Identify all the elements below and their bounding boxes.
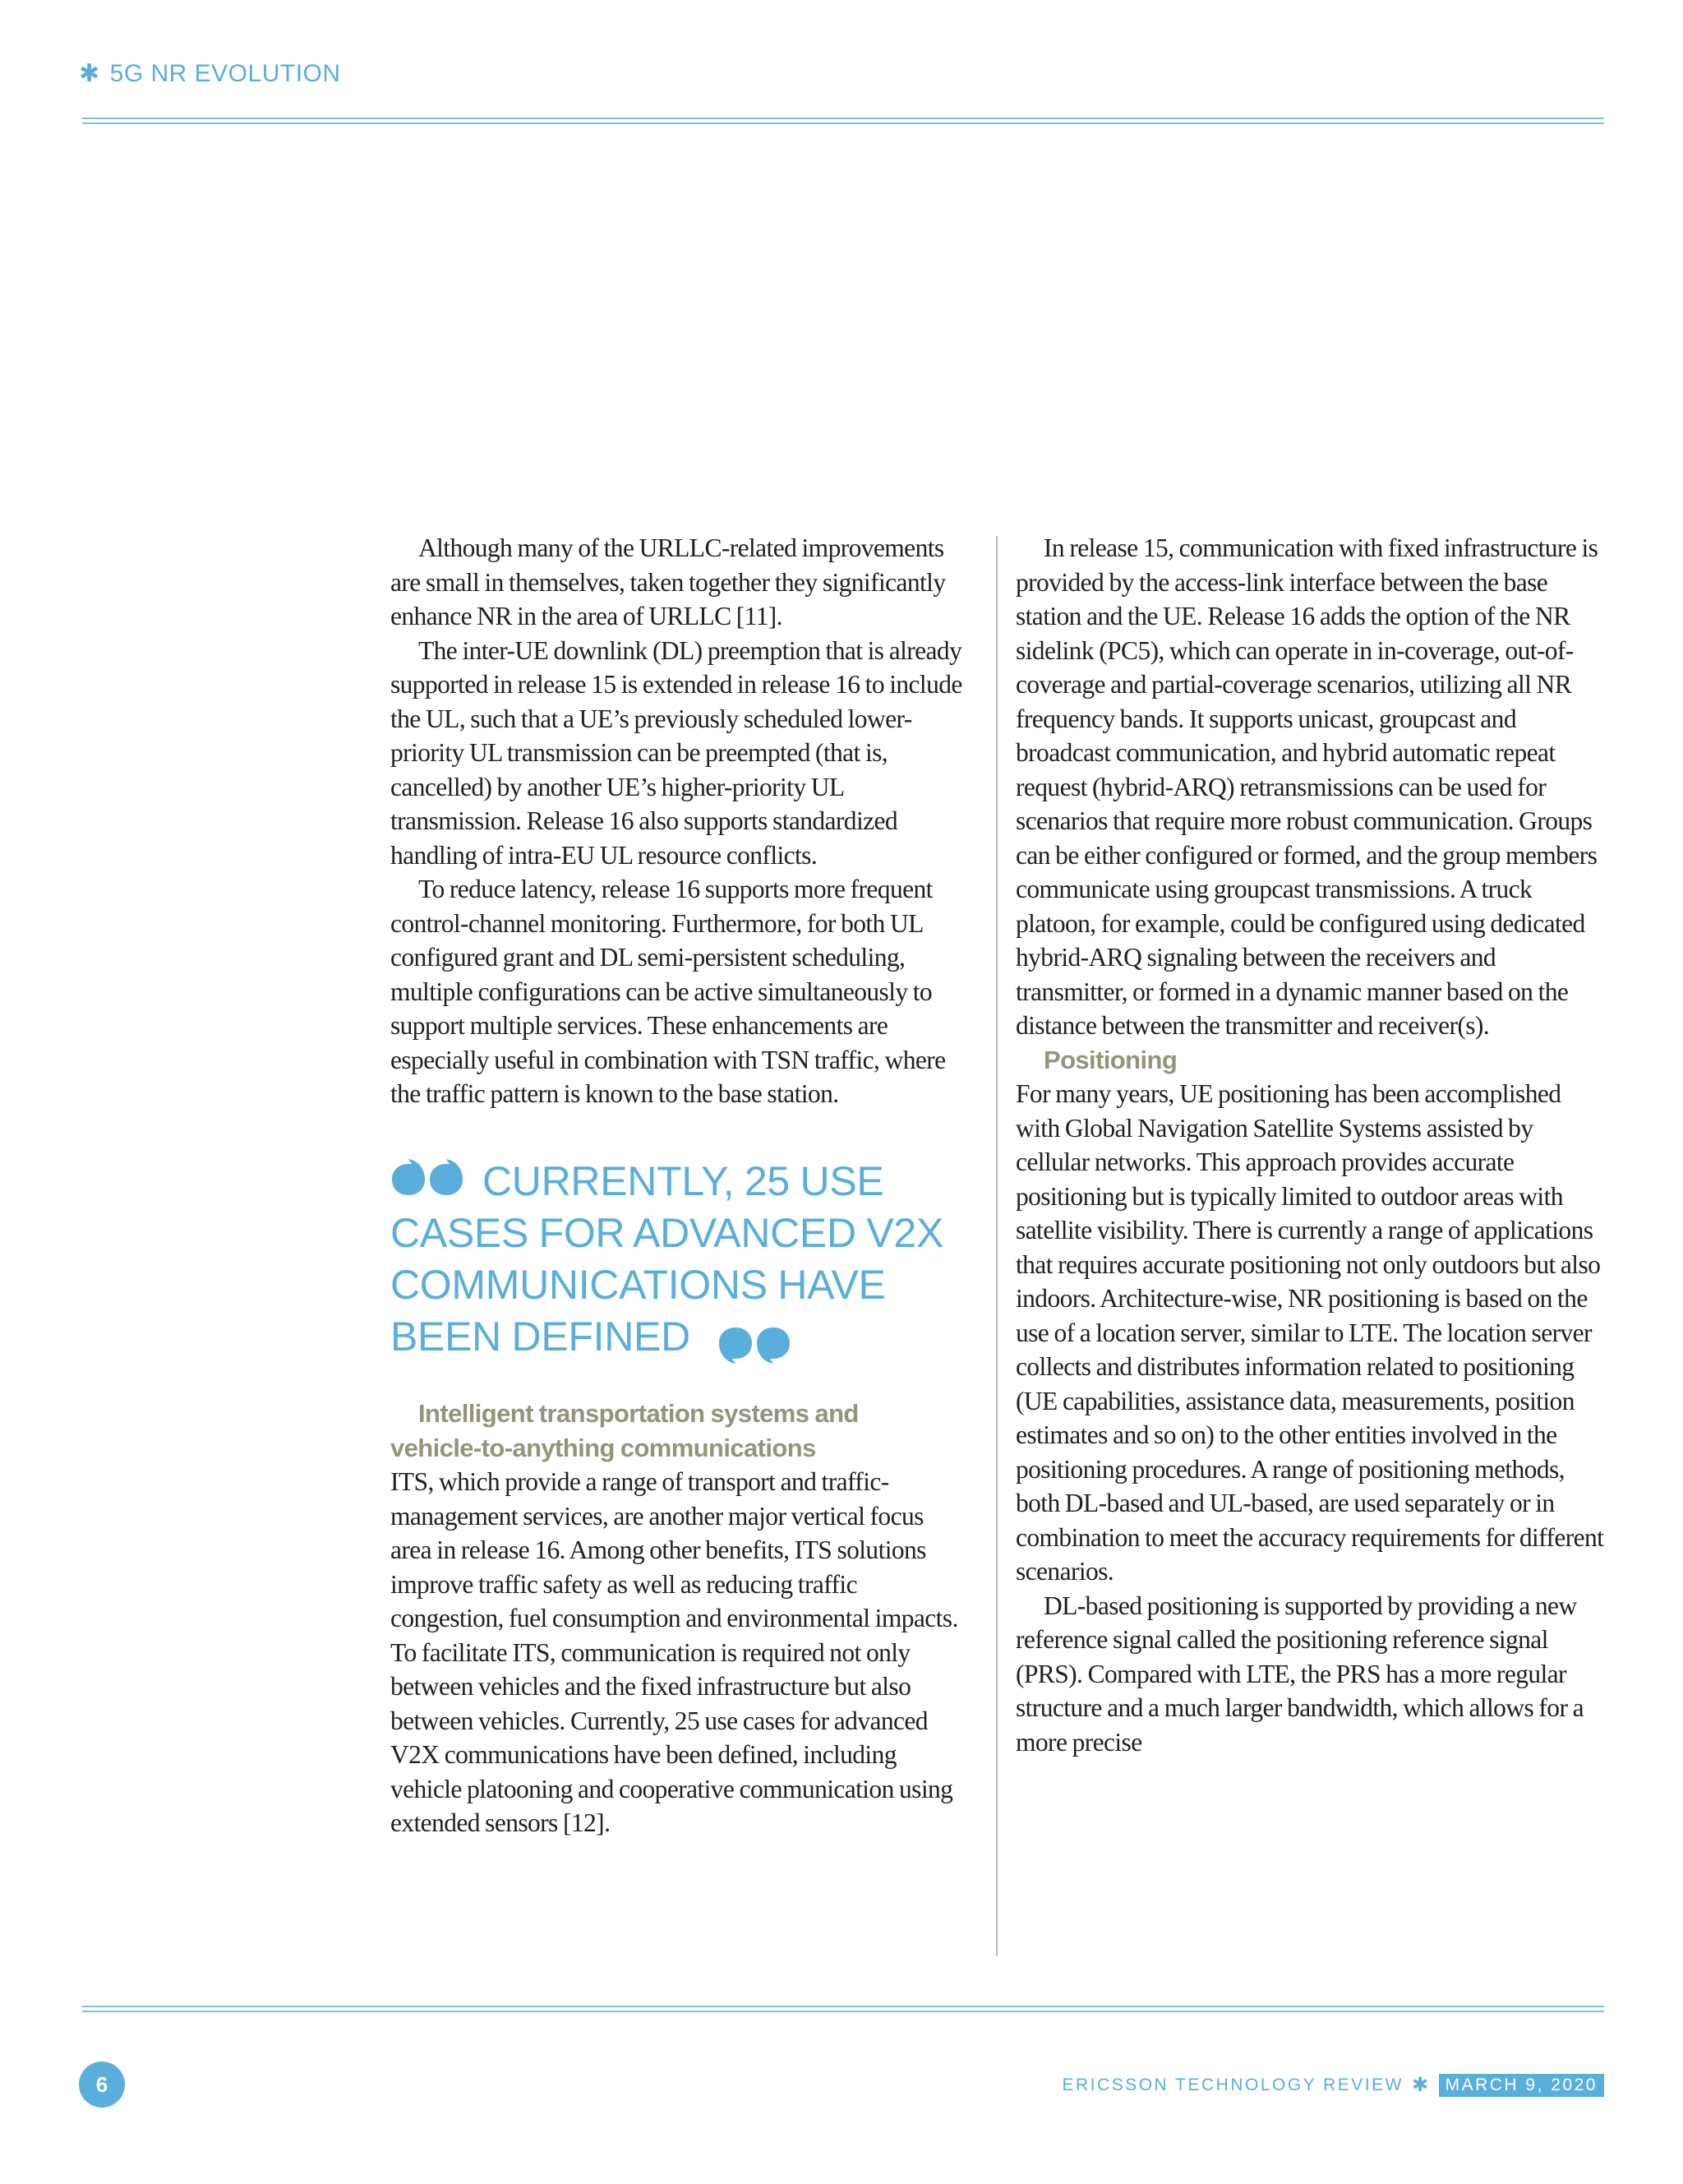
- header-rule: [82, 118, 1604, 124]
- paragraph: In release 15, communication with fixed infrastructure is provided by the access-link interface between the base station and the UE. Release 16 adds the option of the NR sidelink (PC5), which can operate in in-coverage, out-of-coverage and partial-coverage scenarios, utilizing all NR frequency bands. It supports unicast, groupcast and broadcast communication, and hybrid automatic repeat request (hybrid-ARQ) retransmissions can be used for scenarios that require more robust communication. Groups can be either configured or formed, and the group members communicate using groupcast transmissions. A truck platoon, for example, could be configured using dedicated hybrid-ARQ signaling between the receivers and transmitter, or formed in a dynamic manner based on the distance between the transmitter and receiver(s).: [1016, 533, 1598, 1040]
- right-column: [1016, 531, 1607, 1759]
- paragraph: ITS, which provide a range of transport and traffic-management services, are another major vertical focus area in release 16. Among other benefits, ITS solutions improve traffic safety as well as reducing traffic congestion, fuel consumption and environmental impacts. To facilitate ITS, communication is required not only between vehicles and the fixed infrastructure but also between vehicles. Currently, 25 use cases for advanced V2X communications have been defined, including vehicle platooning and cooperative communication using extended sensors [12].: [390, 1467, 958, 1838]
- column-divider: [996, 536, 998, 1956]
- footer: [1063, 2073, 1604, 2097]
- paragraph: For many years, UE positioning has been accomplished with Global Navigation Satellite Systems assisted by cellular networks. This approach provides accurate positioning but is typically limited to outdoor areas with satellite visibility. There is currently a range of applications that requires accurate positioning not only outdoors but also indoors. Architecture-wise, NR positioning is based on the use of a location server, similar to LTE. The location server collects and distributes information related to positioning (UE capabilities, assistance data, measurements, position estimates and so on) to the other entities involved in the positioning procedures. A range of positioning methods, both DL-based and UL-based, are used separately or in combination to meet the accuracy requirements for different scenarios.: [1016, 1079, 1604, 1586]
- footer-rule: [82, 2006, 1604, 2012]
- close-quote-icon: [714, 1323, 795, 1364]
- section-title: 5G NR EVOLUTION: [109, 60, 341, 87]
- paragraph: Although many of the URLLC-related improvements are small in themselves, taken together they significantly enhance NR in the area of URLLC [11].: [390, 533, 946, 630]
- pull-quote-text: CURRENTLY, 25 USE CASES FOR ADVANCED V2X COMMUNICATIONS HAVE BEEN DEFINED: [390, 1157, 943, 1360]
- paragraph: The inter-UE downlink (DL) preemption that is already supported in release 15 is extended in release 16 to include the UL, such that a UE’s previously scheduled lower-priority UL transmission can be preempted (that is, cancelled) by another UE’s higher-priority UL transmission. Release 16 also supports standardized handling of intra-EU UL resource conflicts.: [390, 635, 962, 870]
- pull-quote: [390, 1156, 970, 1364]
- publication-name: ERICSSON TECHNOLOGY REVIEW: [1062, 2075, 1404, 2094]
- asterisk-icon: ✱: [79, 60, 100, 87]
- section-subhead: Intelligent transportation systems and vehicle-to-anything communications: [390, 1399, 859, 1462]
- section-subhead: Positioning: [1044, 1045, 1178, 1074]
- running-header: [79, 59, 341, 88]
- open-quote-icon: [390, 1159, 471, 1200]
- issue-date: MARCH 9, 2020: [1439, 2074, 1604, 2097]
- asterisk-icon: ✱: [1411, 2074, 1431, 2096]
- page-number: 6: [79, 2062, 125, 2108]
- paragraph: To reduce latency, release 16 supports more frequent control-channel monitoring. Furthermore, for both UL configured grant and DL semi-persistent scheduling, multiple configurations can be active simultaneously to support multiple services. These enhancements are especially useful in combination with TSN traffic, where the traffic pattern is known to the base station.: [390, 875, 946, 1108]
- paragraph: DL-based positioning is supported by providing a new reference signal called the positioning reference signal (PRS). Compared with LTE, the PRS has a more regular structure and a much larger bandwidth, which allows for a more precise: [1016, 1591, 1584, 1757]
- left-column: [390, 531, 970, 1840]
